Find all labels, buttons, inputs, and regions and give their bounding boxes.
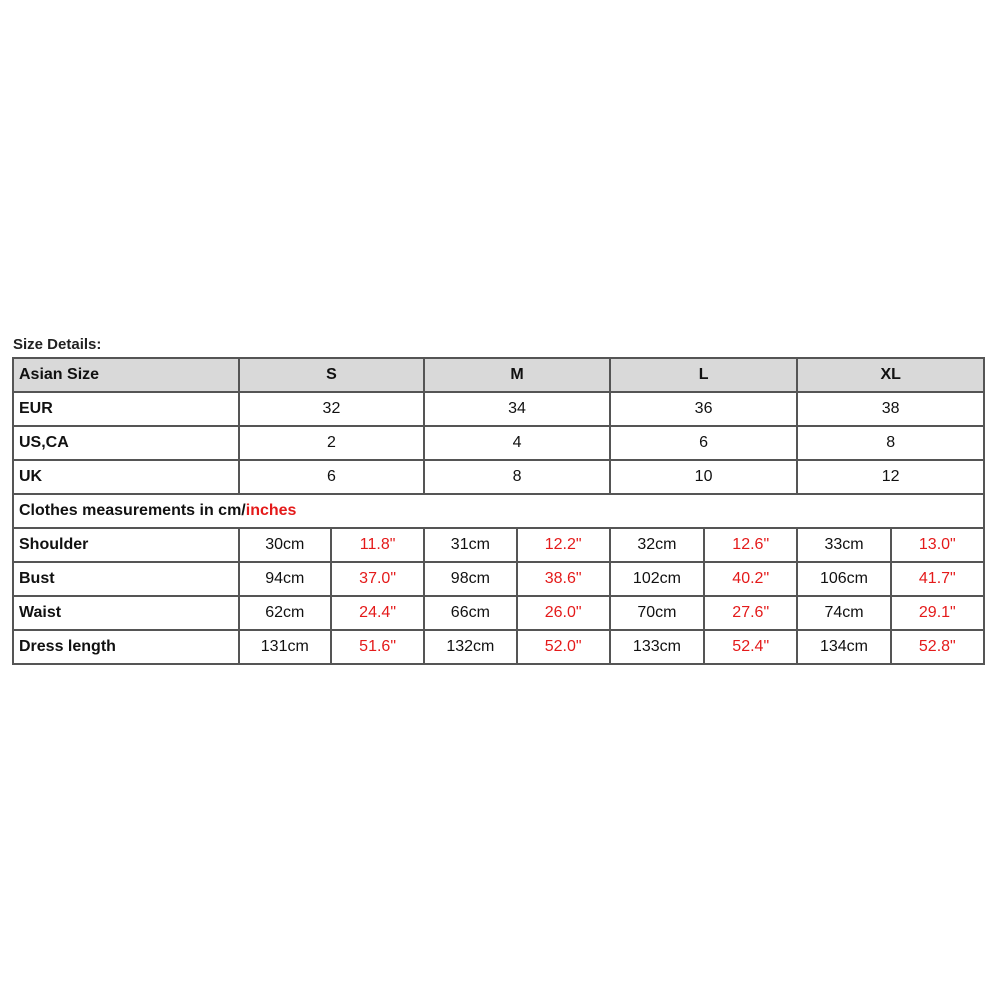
cm-cell: 106cm bbox=[797, 562, 890, 596]
cm-cell: 62cm bbox=[239, 596, 331, 630]
row-label: EUR bbox=[13, 392, 239, 426]
cm-cell: 134cm bbox=[797, 630, 890, 664]
size-details-title: Size Details: bbox=[13, 336, 102, 353]
cm-cell: 30cm bbox=[239, 528, 331, 562]
measurements-heading-inches: inches bbox=[245, 502, 297, 519]
cm-cell: 74cm bbox=[797, 596, 890, 630]
table-cell: 38 bbox=[797, 392, 984, 426]
cm-cell: 32cm bbox=[610, 528, 704, 562]
row-label: Shoulder bbox=[13, 528, 239, 562]
table-cell: 10 bbox=[610, 460, 798, 494]
inch-cell: 52.0" bbox=[517, 630, 610, 664]
inch-cell: 41.7" bbox=[891, 562, 984, 596]
cm-cell: 70cm bbox=[610, 596, 704, 630]
measurements-heading-prefix: Clothes measurements in cm/ bbox=[19, 502, 246, 519]
inch-cell: 13.0" bbox=[891, 528, 984, 562]
measurement-row-dress-length bbox=[13, 630, 984, 664]
table-cell: 34 bbox=[424, 392, 610, 426]
table-cell: 6 bbox=[239, 460, 425, 494]
size-s-header: S bbox=[239, 358, 425, 392]
size-m-header: M bbox=[424, 358, 610, 392]
cm-cell: 31cm bbox=[424, 528, 516, 562]
inch-cell: 40.2" bbox=[704, 562, 797, 596]
header-row bbox=[13, 358, 984, 392]
size-chart-table bbox=[12, 357, 985, 665]
table-cell: 36 bbox=[610, 392, 798, 426]
measurements-heading bbox=[13, 494, 984, 528]
table-cell: 4 bbox=[424, 426, 610, 460]
inch-cell: 38.6" bbox=[517, 562, 610, 596]
inch-cell: 12.2" bbox=[517, 528, 610, 562]
size-xl-header: XL bbox=[797, 358, 984, 392]
row-label: Dress length bbox=[13, 630, 239, 664]
measurements-heading-row bbox=[13, 494, 984, 528]
inch-cell: 52.8" bbox=[891, 630, 984, 664]
table-cell: 2 bbox=[239, 426, 425, 460]
table-cell: 6 bbox=[610, 426, 798, 460]
inch-cell: 11.8" bbox=[331, 528, 424, 562]
measurement-row-shoulder bbox=[13, 528, 984, 562]
conversion-row-eur bbox=[13, 392, 984, 426]
row-label: UK bbox=[13, 460, 239, 494]
conversion-row-us-ca bbox=[13, 426, 984, 460]
table-cell: 12 bbox=[797, 460, 984, 494]
cm-cell: 33cm bbox=[797, 528, 890, 562]
table-cell: 32 bbox=[239, 392, 425, 426]
row-label: US,CA bbox=[13, 426, 239, 460]
inch-cell: 12.6" bbox=[704, 528, 797, 562]
cm-cell: 131cm bbox=[239, 630, 331, 664]
cm-cell: 102cm bbox=[610, 562, 704, 596]
inch-cell: 37.0" bbox=[331, 562, 424, 596]
conversion-row-uk bbox=[13, 460, 984, 494]
cm-cell: 94cm bbox=[239, 562, 331, 596]
measurement-row-bust bbox=[13, 562, 984, 596]
inch-cell: 51.6" bbox=[331, 630, 424, 664]
inch-cell: 29.1" bbox=[891, 596, 984, 630]
inch-cell: 24.4" bbox=[331, 596, 424, 630]
measurement-row-waist bbox=[13, 596, 984, 630]
inch-cell: 26.0" bbox=[517, 596, 610, 630]
inch-cell: 52.4" bbox=[704, 630, 797, 664]
cm-cell: 132cm bbox=[424, 630, 516, 664]
cm-cell: 66cm bbox=[424, 596, 516, 630]
cm-cell: 133cm bbox=[610, 630, 704, 664]
table-cell: 8 bbox=[424, 460, 610, 494]
size-l-header: L bbox=[610, 358, 798, 392]
header-label: Asian Size bbox=[13, 358, 239, 392]
row-label: Bust bbox=[13, 562, 239, 596]
row-label: Waist bbox=[13, 596, 239, 630]
inch-cell: 27.6" bbox=[704, 596, 797, 630]
cm-cell: 98cm bbox=[424, 562, 516, 596]
table-cell: 8 bbox=[797, 426, 984, 460]
